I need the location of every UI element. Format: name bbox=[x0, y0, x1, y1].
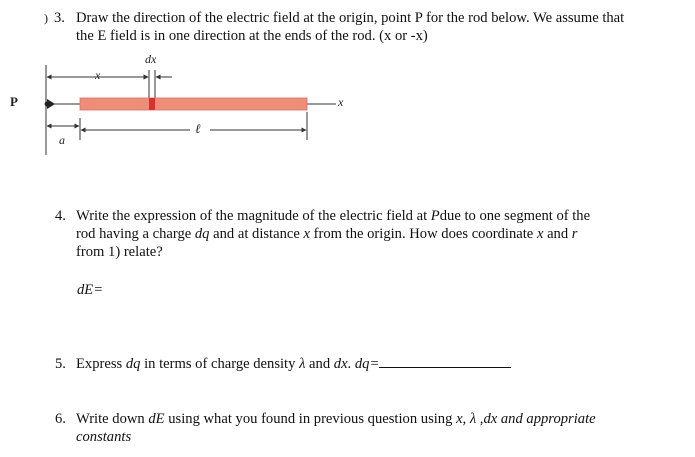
rod-diagram bbox=[0, 0, 695, 200]
question-3-number: 3. bbox=[54, 10, 65, 26]
question-4-answer-label: dE= bbox=[77, 282, 104, 298]
question-5-number: 5. bbox=[55, 356, 66, 372]
question-5-answer-blank[interactable] bbox=[379, 355, 511, 368]
label-x-axis: x bbox=[338, 95, 344, 109]
label-a: a bbox=[59, 133, 65, 147]
label-length: ℓ bbox=[195, 121, 201, 136]
rod bbox=[80, 98, 307, 110]
question-4-number: 4. bbox=[55, 208, 66, 224]
label-P: P bbox=[10, 94, 18, 109]
question-3-text: Draw the direction of the electric field at the origin, point P for the rod below. We assume that the E field is in one direction at the ends of the rod. (x or -x) bbox=[76, 10, 625, 44]
origin-marker bbox=[47, 99, 55, 109]
label-dx: dx bbox=[145, 52, 157, 66]
stray-mark: ) bbox=[44, 11, 48, 25]
label-x-top: x bbox=[95, 68, 101, 82]
question-6-number: 6. bbox=[55, 411, 66, 427]
rod-segment-dx bbox=[149, 98, 155, 110]
question-5-text: Express dq in terms of charge density λ and dx. dq= bbox=[76, 355, 676, 373]
question-5-answer-label: dq= bbox=[354, 356, 380, 372]
question-4-text: Write the expression of the magnitude of the electric field at Pdue to one segment of the rod having a charge dq and at distance x from the origin. How does coordinate x and r from 1) relate? bbox=[76, 208, 591, 260]
question-6-text: Write down dE using what you found in previous question using x, λ ,dx and appropriate constants bbox=[76, 411, 596, 445]
